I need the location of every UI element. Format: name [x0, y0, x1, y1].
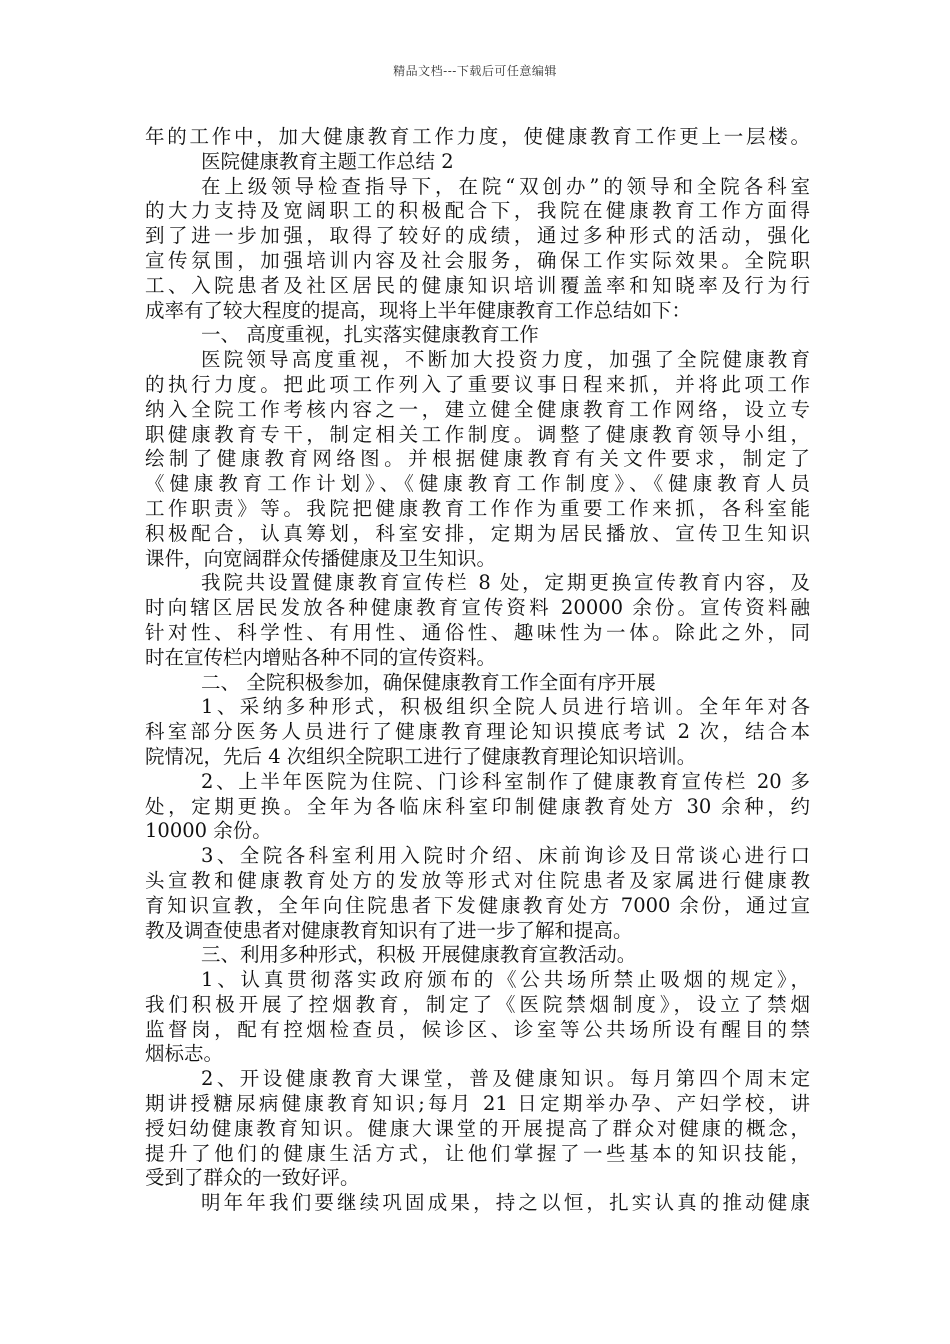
- text-line: 医院健康教育主题工作总结 2: [201, 149, 454, 173]
- text-line: 工、入院患者及社区居民的健康知识培训覆盖率和知晓率及行为行: [145, 273, 810, 297]
- text-line: 科室部分医务人员进行了健康教育理论知识摸底考试 2 次，结合本: [145, 720, 810, 744]
- text-line: 院情况，先后 4 次组织全院职工进行了健康教育理论知识培训。: [145, 744, 697, 768]
- text-line: 积极配合，认真筹划，科室安排，定期为居民播放、宣传卫生知识: [145, 521, 810, 545]
- text-line: 在上级领导检查指导下，在院“双创办”的领导和全院各科室: [201, 174, 810, 198]
- text-line: 时向辖区居民发放各种健康教育宣传资料 20000 余份。宣传资料融: [145, 596, 810, 620]
- text-line: 宣传氛围，加强培训内容及社会服务，确保工作实际效果。全院职: [145, 248, 810, 272]
- text-line: 成率有了较大程度的提高，现将上半年健康教育工作总结如下：: [145, 298, 692, 322]
- text-line: 到了进一步加强，取得了较好的成绩，通过多种形式的活动，强化: [145, 224, 810, 248]
- text-line: 医院领导高度重视，不断加大投资力度，加强了全院健康教育: [201, 348, 810, 372]
- document-body: [145, 125, 810, 1216]
- text-line: 处，定期更换。全年为各临床科室印制健康教育处方 30 余种，约: [145, 794, 810, 818]
- text-line: 头宣教和健康教育处方的发放等形式对住院患者及家属进行健康教: [145, 868, 810, 892]
- text-line: 2、开设健康教育大课堂，普及健康知识。每月第四个周末定: [201, 1067, 810, 1091]
- text-line: 针对性、科学性、有用性、通俗性、趣味性为一体。除此之外，同: [145, 620, 810, 644]
- text-line: 期讲授糖尿病健康教育知识;每月 21 日定期举办孕、产妇学校，讲: [145, 1092, 810, 1116]
- page-header: 精品文档---下载后可任意编辑: [393, 64, 557, 78]
- text-line: 烟标志。: [145, 1042, 224, 1066]
- text-line: 我们积极开展了控烟教育，制定了《医院禁烟制度》，设立了禁烟: [145, 992, 810, 1016]
- text-line: 1、认真贯彻落实政府颁布的《公共场所禁止吸烟的规定》，: [201, 968, 810, 992]
- text-line: 的执行力度。把此项工作列入了重要议事日程来抓，并将此项工作: [145, 372, 810, 396]
- text-line: 育知识宣教，全年向住院患者下发健康教育处方 7000 余份，通过宣: [145, 893, 810, 917]
- text-line: 一、 高度重视，扎实落实健康教育工作: [201, 323, 539, 347]
- text-line: 职健康教育专干，制定相关工作制度。调整了健康教育领导小组，: [145, 422, 810, 446]
- text-line: 《健康教育工作计划》、《健康教育工作制度》、《健康教育人员: [145, 472, 810, 496]
- text-line: 3、全院各科室利用入院时介绍、床前询诊及日常谈心进行口: [201, 844, 810, 868]
- text-line: 工作职责》等。我院把健康教育工作作为重要工作来抓，各科室能: [145, 496, 810, 520]
- text-line: 二、 全院积极参加，确保健康教育工作全面有序开展: [201, 670, 656, 694]
- text-line: 绘制了健康教育网络图。并根据健康教育有关文件要求，制定了: [145, 447, 810, 471]
- text-line: 纳入全院工作考核内容之一，建立健全健康教育工作网络，设立专: [145, 397, 810, 421]
- text-line: 课件，向宽阔群众传播健康及卫生知识。: [145, 546, 497, 570]
- text-line: 我院共设置健康教育宣传栏 8 处，定期更换宣传教育内容，及: [201, 571, 810, 595]
- text-line: 授妇幼健康教育知识。健康大课堂的开展提高了群众对健康的概念，: [145, 1116, 810, 1140]
- text-line: 时在宣传栏内增贴各种不同的宣传资料。: [145, 645, 497, 669]
- text-line: 三、利用多种形式，积极 开展健康教育宣教活动。: [201, 943, 637, 967]
- text-line: 提升了他们的健康生活方式，让他们掌握了一些基本的知识技能，: [145, 1141, 810, 1165]
- text-line: 教及调查使患者对健康教育知识有了进一步了解和提高。: [145, 918, 633, 942]
- text-line: 1、采纳多种形式，积极组织全院人员进行培训。全年年对各: [201, 695, 810, 719]
- text-line: 2、上半年医院为住院、门诊科室制作了健康教育宣传栏 20 多: [201, 769, 810, 793]
- text-line: 年的工作中，加大健康教育工作力度，使健康教育工作更上一层楼。: [145, 125, 810, 148]
- text-line: 10000 余份。: [145, 819, 272, 843]
- text-line: 的大力支持及宽阔职工的积极配合下，我院在健康教育工作方面得: [145, 199, 810, 223]
- text-line: 明年年我们要继续巩固成果，持之以恒，扎实认真的推动健康: [201, 1191, 810, 1215]
- text-line: 受到了群众的一致好评。: [145, 1166, 360, 1190]
- text-line: 监督岗，配有控烟检查员，候诊区、诊室等公共场所设有醒目的禁: [145, 1017, 810, 1041]
